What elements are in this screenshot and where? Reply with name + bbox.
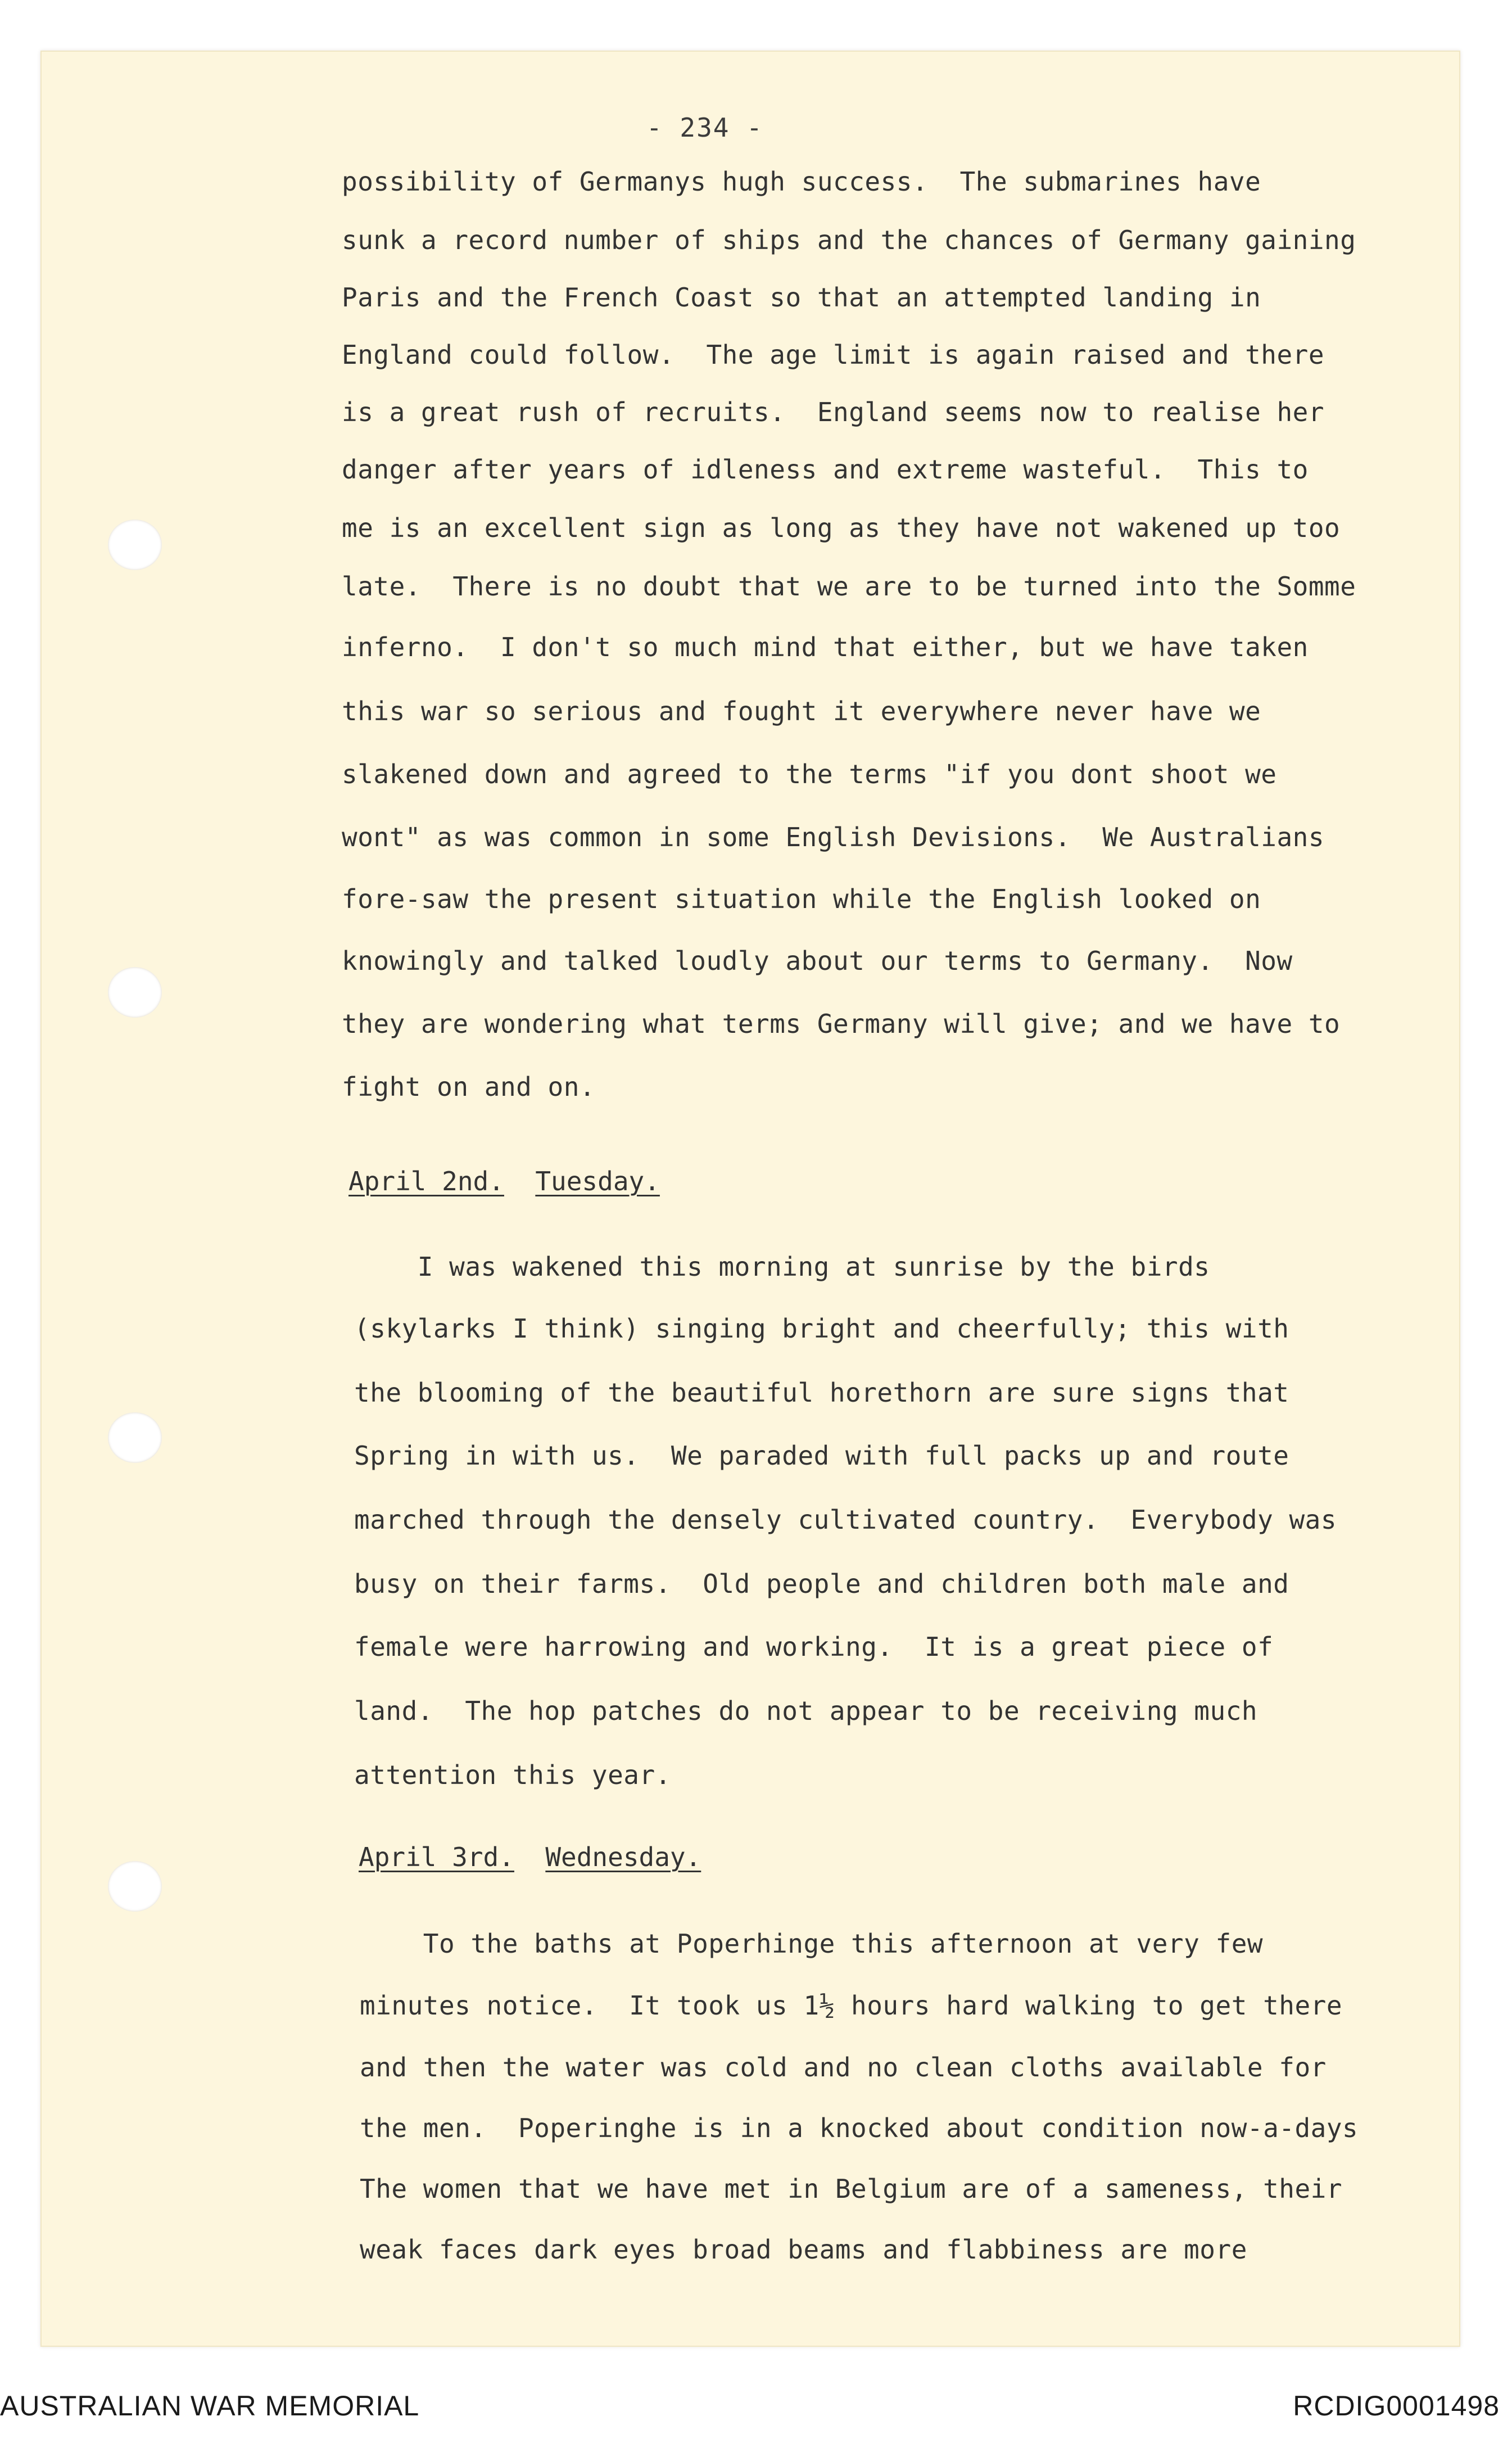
page-number: - 234 - (646, 112, 763, 143)
text-line: this war so serious and fought it everywhere never have we (342, 696, 1261, 726)
footer-record-id: RCDIG0001498 (1293, 2390, 1500, 2422)
footer-institution: AUSTRALIAN WAR MEMORIAL (0, 2390, 420, 2422)
text-line: inferno. I don't so much mind that either, but we have taken (342, 632, 1309, 662)
text-line: weak faces dark eyes broad beams and flabbiness are more (360, 2234, 1247, 2265)
text-line: they are wondering what terms Germany will give; and we have to (342, 1009, 1341, 1039)
punch-hole (108, 1412, 162, 1463)
text-line: me is an excellent sign as long as they have not wakened up too (342, 513, 1341, 543)
text-line: fore-saw the present situation while the English looked on (342, 884, 1261, 914)
text-line: Paris and the French Coast so that an attempted landing in (342, 282, 1261, 313)
entry-date: April 3rd. (359, 1842, 514, 1872)
entry-day: Wednesday. (545, 1842, 701, 1872)
text-line: I was wakened this morning at sunrise by the birds (354, 1252, 1210, 1282)
text-line: the blooming of the beautiful horethorn are sure signs that (354, 1377, 1289, 1408)
text-line: knowingly and talked loudly about our terms to Germany. Now (342, 946, 1293, 976)
text-line: late. There is no doubt that we are to be turned into the Somme (342, 571, 1356, 602)
text-line: wont" as was common in some English Devisions. We Australians (342, 822, 1325, 852)
text-line: slakened down and agreed to the terms "if you dont shoot we (342, 759, 1277, 789)
text-line: To the baths at Poperhinge this afternoon at very few (360, 1928, 1264, 1959)
entry-date: April 2nd. (348, 1166, 504, 1196)
text-line: minutes notice. It took us 1½ hours hard walking to get there (360, 1990, 1343, 2021)
text-line: the men. Poperinghe is in a knocked about condition now-a-days (360, 2113, 1359, 2143)
text-line: fight on and on. (342, 1072, 596, 1102)
text-line: attention this year. (354, 1760, 671, 1790)
punch-hole (108, 1861, 162, 1912)
text-line: marched through the densely cultivated country. Everybody was (354, 1505, 1337, 1535)
entry-day: Tuesday. (535, 1166, 660, 1196)
text-line: female were harrowing and working. It is a great piece of (354, 1632, 1274, 1662)
text-line: is a great rush of recruits. England seems now to realise her (342, 397, 1325, 427)
punch-hole (108, 967, 162, 1018)
text-line: possibility of Germanys hugh success. The submarines have (342, 166, 1261, 197)
text-line: and then the water was cold and no clean cloths available for (360, 2052, 1327, 2083)
text-line: danger after years of idleness and extreme wasteful. This to (342, 454, 1309, 485)
text-line: Spring in with us. We paraded with full packs up and route (354, 1440, 1289, 1471)
text-line: (skylarks I think) singing bright and cheerfully; this with (354, 1313, 1289, 1344)
text-line: The women that we have met in Belgium are of a sameness, their (360, 2174, 1343, 2204)
text-line: land. The hop patches do not appear to be receiving much (354, 1696, 1258, 1726)
punch-hole (108, 520, 162, 570)
entry-heading-april-3 (359, 1842, 701, 1872)
entry-heading-april-2 (348, 1166, 660, 1196)
text-line: busy on their farms. Old people and children both male and (354, 1569, 1289, 1599)
text-line: England could follow. The age limit is again raised and there (342, 340, 1325, 370)
text-line: sunk a record number of ships and the chances of Germany gaining (342, 225, 1356, 255)
